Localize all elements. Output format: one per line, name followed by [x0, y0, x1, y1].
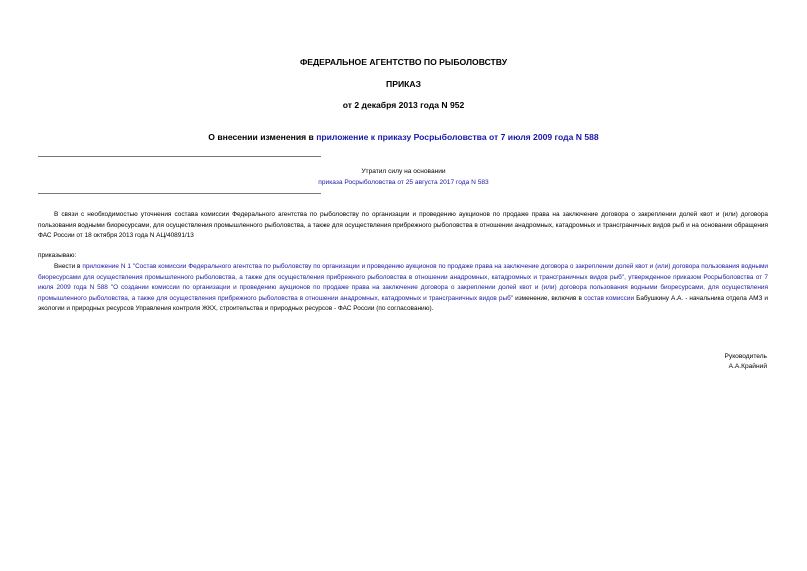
order-text-1: Внести в	[54, 263, 83, 270]
preamble-paragraph: В связи с необходимостью уточнения состава комиссии Федерального агентства по рыболовству по организации и проведению аукционов по продаже права на заключение договора о закреплении долей квот и (или) договора пользования водными биоресурсами, для осуществления промышленного рыболовства, а также для осуществления прибрежного рыболовства в отношении анадромных, катадромных и трансграничных видов рыб и на основании обращения ФАС России от 18 октября 2013 года N АЦ/40891/13	[38, 211, 768, 239]
doc-type-heading: ПРИКАЗ	[386, 79, 421, 89]
title-prefix: О внесении изменения в	[208, 132, 317, 142]
doc-date: от 2 декабря 2013 года N 952	[342, 100, 465, 110]
commission-link[interactable]: состав комиссии	[583, 294, 635, 302]
divider-bottom	[38, 193, 321, 194]
signature-name: А.А.Крайний	[728, 363, 767, 370]
divider-top	[38, 156, 321, 157]
status-link[interactable]: приказа Росрыболовства от 25 августа 2017 года N 583	[318, 179, 489, 186]
agency-heading: ФЕДЕРАЛЬНОЕ АГЕНТСТВО ПО РЫБОЛОВСТВУ	[299, 57, 508, 67]
order-text-3: Бабушкину А.А. - начальника отдела АМЗ и экологии и природных ресурсов Управления контроля ЖКХ, строительства и природных ресурсов - ФАС России (по согласованию).	[38, 294, 769, 312]
status-line: Утратил силу на основании	[361, 168, 446, 175]
order-word: приказываю:	[38, 252, 77, 259]
signature-position: Руководитель	[724, 353, 767, 360]
order-paragraph	[38, 262, 768, 315]
order-text-2: изменение, включив в	[513, 294, 584, 302]
title-link[interactable]: приложение к приказу Росрыболовства от 7 июля 2009 года N 588	[316, 132, 599, 142]
document-title	[0, 132, 807, 142]
signature-block	[725, 352, 767, 372]
appendix-link[interactable]: приложение N 1 "Состав комиссии Федерального агентства по рыболовству по организации и проведению аукционов по продаже права на заключение договора о закреплении долей квот и (или) договора пользования водными биоресурсами для осуществления промышленного рыболовства, а также для осуществления прибрежного рыболовства в отношении анадромных, катадромных и трансграничных видов рыб", утвержденное приказом Росрыболовства от 7 июля 2009 года N 588 "О создании комиссии по организации и проведению аукционов по продаже права на заключение договора о закреплении долей квот и (или) договора пользования водными биоресурсами, для осуществления промышленного рыболовства, а также для осуществления прибрежного рыболовства в отношении анадромных, катадромных и трансграничных видов рыб"	[38, 263, 768, 302]
